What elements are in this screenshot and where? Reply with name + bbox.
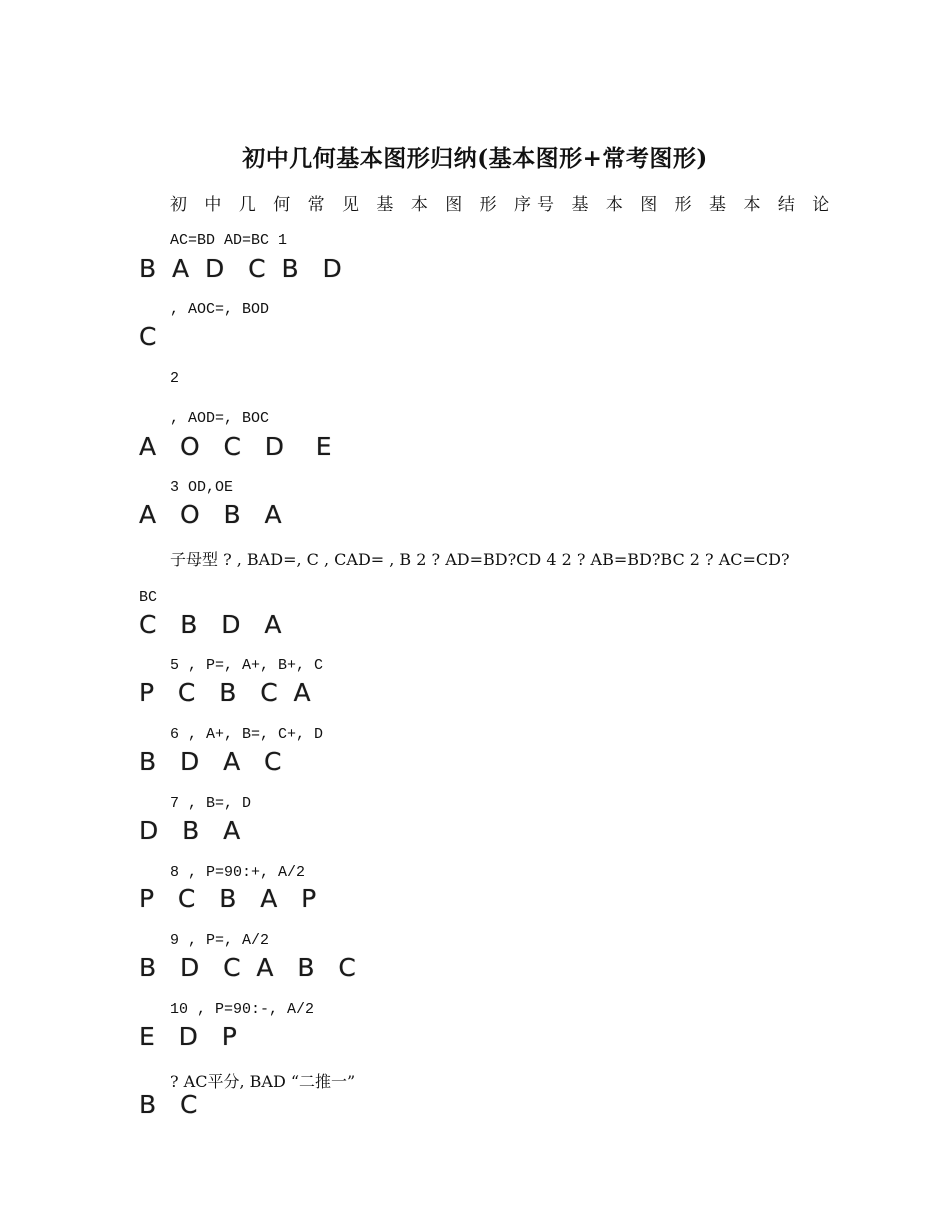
text-line: 7 , B=, D	[170, 795, 252, 812]
figure-labels: P C B A P	[139, 884, 317, 913]
figure-labels: D B A	[139, 816, 241, 845]
text-line: 子母型 ? , BAD=, C , CAD= , B 2 ? AD=BD?CD 4 2 ? AB=BD?BC 2 ? AC=CD?	[170, 550, 790, 569]
text-line: , AOD=, BOC	[170, 410, 270, 427]
figure-labels: B A D C B D	[139, 254, 342, 283]
text-line: , AOC=, BOD	[170, 301, 270, 318]
text-line: BC	[139, 589, 158, 606]
text-line: 5 , P=, A+, B+, C	[170, 657, 324, 674]
text-line: 10 , P=90:-, A/2	[170, 1001, 315, 1018]
figure-labels: B D A C	[139, 747, 282, 776]
figure-labels: P C B C A	[139, 678, 311, 707]
figure-labels: C	[139, 322, 157, 351]
document-title: 初中几何基本图形归纳(基本图形+常考图形)	[242, 145, 708, 172]
text-line: ? AC平分, BAD “二推一”	[170, 1072, 356, 1091]
text-line: 9 , P=, A/2	[170, 932, 270, 949]
figure-labels: E D P	[139, 1022, 237, 1051]
figure-labels: B D C A B C	[139, 953, 356, 982]
text-line: 3 OD,OE	[170, 479, 234, 496]
figure-labels: A O B A	[139, 500, 282, 529]
text-line: 8 , P=90:+, A/2	[170, 864, 306, 881]
text-line: 2	[170, 370, 180, 387]
text-line: 6 , A+, B=, C+, D	[170, 726, 324, 743]
figure-labels: B C	[139, 1090, 198, 1119]
figure-labels: C B D A	[139, 610, 282, 639]
text-line: AC=BD AD=BC 1	[170, 232, 288, 249]
document-subtitle: 初 中 几 何 常 见 基 本 图 形 序号 基 本 图 形 基 本 结 论	[170, 195, 836, 215]
figure-labels: A O C D E	[139, 432, 332, 461]
